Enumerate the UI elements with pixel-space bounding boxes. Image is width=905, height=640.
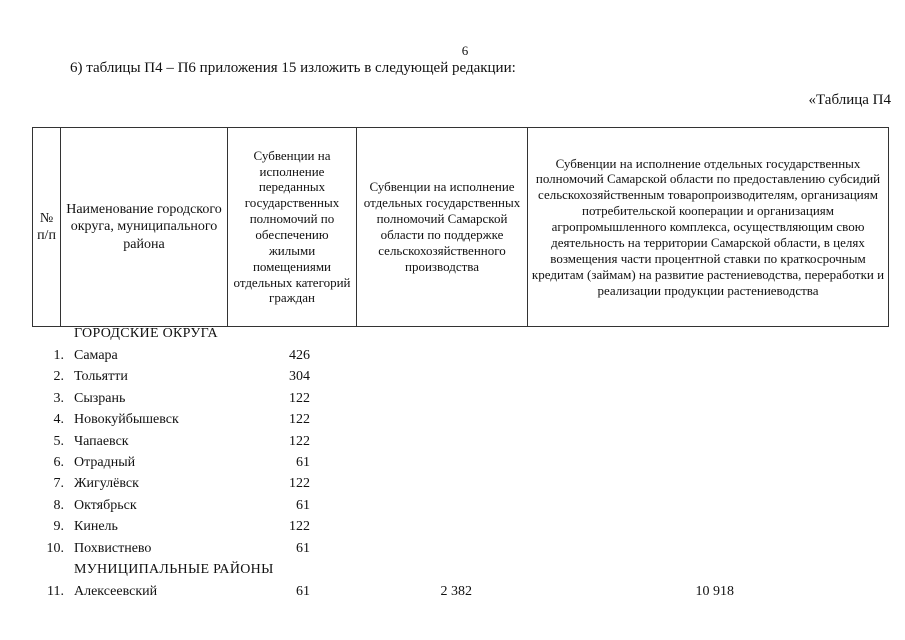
row-name: Самара [74, 348, 118, 363]
row-housing-value: 61 [296, 540, 310, 556]
row-housing-value: 122 [289, 476, 310, 492]
header-interest-subsidies: Субвенции на исполнение отдельных государственных полномочий Самарской области по предоставлению субсидий сельскохозяйственным товаропроизводителям, организациям потребительской кооперации и организациям агропромышленного комплекса, осуществляющим свою деятельность на территории Самарской области, в целях возмещения части процентной ставки по краткосрочным кредитам (займам) на развитие растениеводства, переработки и реализации продукции растениеводства [528, 128, 889, 327]
row-number: 4. [53, 412, 64, 428]
header-row [33, 128, 889, 327]
table-header [32, 127, 889, 327]
row-name: Октябрьск [74, 497, 137, 513]
row-name: Кинель [74, 519, 118, 535]
page-number: 6 [461, 43, 469, 58]
table-caption: «Таблица П4 [808, 92, 891, 108]
row-number: 2. [53, 369, 64, 385]
row-housing-value: 122 [289, 433, 310, 449]
header-housing-subventions: Субвенции на исполнение переданных государственных полномочий по обеспечению жилыми помещениями отдельных категорий граждан [228, 128, 357, 327]
row-number: 9. [53, 519, 64, 535]
row-name: Тольятти [74, 369, 128, 385]
row-number: 8. [53, 497, 64, 513]
section-title: МУНИЦИПАЛЬНЫЕ РАЙОНЫ [74, 562, 274, 577]
row-number: 6. [53, 455, 64, 470]
row-name: Отрадный [74, 455, 136, 470]
row-housing-value: 122 [289, 412, 310, 428]
row-number: 3. [53, 390, 64, 406]
row-number: 10. [46, 540, 64, 556]
row-number: 7. [53, 476, 64, 492]
row-housing-value: 122 [289, 519, 310, 535]
row-name: Алексеевский [74, 584, 158, 599]
row-number: 5. [53, 433, 64, 449]
header-municipality-name: Наименование городского округа, муниципального района [61, 128, 228, 327]
row-number: 1. [53, 348, 64, 363]
row-name: Жигулёвск [74, 476, 139, 492]
header-agriculture-subventions: Субвенции на исполнение отдельных государственных полномочий Самарской области по поддержке сельскохозяйственного производства [357, 128, 528, 327]
row-name: Сызрань [74, 390, 126, 406]
row-housing-value: 426 [289, 348, 310, 363]
header-number: № п/п [33, 128, 61, 327]
row-housing-value: 122 [289, 390, 310, 406]
intro-paragraph: 6) таблицы П4 – П6 приложения 15 изложить в следующей редакции: [70, 60, 516, 76]
row-housing-value: 304 [289, 369, 310, 385]
row-agriculture-value: 2 382 [440, 584, 472, 599]
row-interest-value: 10 918 [695, 584, 734, 599]
row-name: Чапаевск [74, 433, 129, 449]
row-housing-value: 61 [296, 455, 310, 470]
row-number: 11. [47, 584, 64, 599]
section-title: ГОРОДСКИЕ ОКРУГА [74, 326, 218, 341]
row-housing-value: 61 [296, 584, 310, 599]
row-housing-value: 61 [296, 497, 310, 513]
row-name: Новокуйбышевск [74, 412, 179, 428]
row-name: Похвистнево [74, 540, 152, 556]
